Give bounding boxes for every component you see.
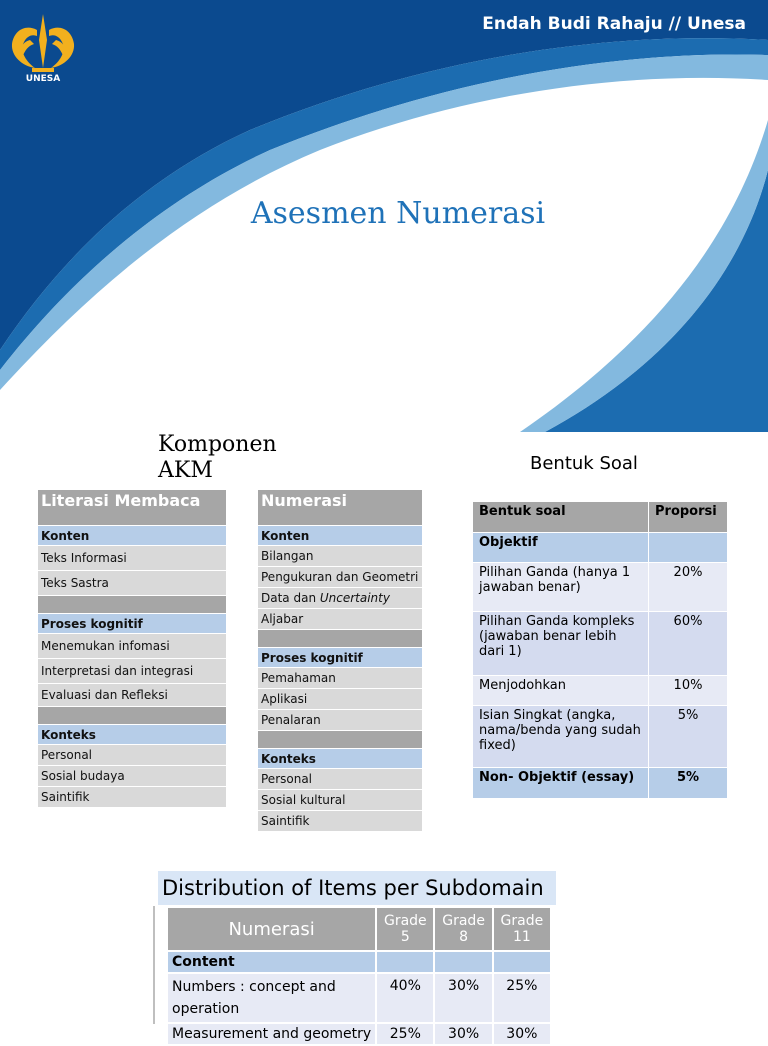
slide-title: Asesmen Numerasi	[250, 196, 546, 231]
numerasi-konten-text: Data dan	[261, 591, 320, 605]
komponen-heading	[158, 432, 277, 484]
literasi-konteks-label: Konteks	[38, 725, 226, 745]
distribution-empty-cell	[376, 951, 434, 973]
numerasi-konten-item: Pengukuran dan Geometri	[258, 567, 422, 588]
literasi-divider	[38, 596, 226, 614]
objektif-label: Objektif	[473, 533, 649, 563]
non-objektif-label: Non- Objektif (essay)	[473, 768, 649, 799]
literasi-divider	[38, 707, 226, 725]
literasi-konten-item: Teks Sastra	[38, 571, 226, 596]
distribution-row-label: Numbers : concept and operation	[167, 973, 376, 1023]
literasi-konteks-item: Personal	[38, 745, 226, 766]
bentuk-row-label: Pilihan Ganda kompleks (jawaban benar lebih dari 1)	[473, 612, 649, 676]
proporsi-col-header: Proporsi	[649, 502, 728, 533]
distribution-row-value: 25%	[376, 1023, 434, 1045]
numerasi-konten-italic: Uncertainty	[319, 591, 390, 605]
numerasi-header: Numerasi	[258, 490, 422, 526]
distribution-col-header: Numerasi	[167, 907, 376, 951]
distribution-empty-cell	[434, 951, 492, 973]
literasi-table	[38, 490, 226, 808]
numerasi-proses-item: Aplikasi	[258, 689, 422, 710]
numerasi-divider	[258, 630, 422, 648]
literasi-konten-label: Konten	[38, 526, 226, 546]
distribution-divider-line	[153, 906, 155, 1024]
objektif-empty-cell	[649, 533, 728, 563]
numerasi-divider	[258, 731, 422, 749]
literasi-konteks-item: Sosial budaya	[38, 766, 226, 787]
bentuk-row-label: Menjodohkan	[473, 676, 649, 706]
numerasi-konten-label: Konten	[258, 526, 422, 546]
bentuk-row-value: 20%	[649, 563, 728, 612]
distribution-section-label: Content	[167, 951, 376, 973]
distribution-row-value: 30%	[434, 1023, 492, 1045]
non-objektif-value: 5%	[649, 768, 728, 799]
distribution-row-value: 30%	[434, 973, 492, 1023]
distribution-col-header: Grade 8	[434, 907, 492, 951]
literasi-konten-item: Teks Informasi	[38, 546, 226, 571]
distribution-row-value: 30%	[493, 1023, 551, 1045]
bentuk-row-value: 60%	[649, 612, 728, 676]
bentuk-row-label: Isian Singkat (angka, nama/benda yang sudah fixed)	[473, 706, 649, 768]
numerasi-konteks-item: Saintifik	[258, 811, 422, 832]
numerasi-proses-item: Pemahaman	[258, 668, 422, 689]
numerasi-konten-item: Aljabar	[258, 609, 422, 630]
bentuk-soal-table	[472, 501, 728, 799]
komponen-heading-line2: AKM	[158, 458, 213, 483]
bentuk-row-value: 10%	[649, 676, 728, 706]
komponen-heading-line1: Komponen	[158, 432, 277, 457]
literasi-proses-item: Evaluasi dan Refleksi	[38, 684, 226, 707]
numerasi-proses-item: Penalaran	[258, 710, 422, 731]
slide-banner	[0, 0, 768, 432]
literasi-header: Literasi Membaca	[38, 490, 226, 526]
numerasi-konteks-item: Sosial kultural	[258, 790, 422, 811]
numerasi-konteks-label: Konteks	[258, 749, 422, 769]
bentuk-soal-heading: Bentuk Soal	[530, 453, 638, 474]
numerasi-table	[258, 490, 422, 832]
distribution-col-header: Grade 5	[376, 907, 434, 951]
bentuk-row-value: 5%	[649, 706, 728, 768]
logo-text: UNESA	[25, 74, 61, 84]
numerasi-konten-item: Bilangan	[258, 546, 422, 567]
distribution-title: Distribution of Items per Subdomain	[158, 871, 556, 905]
distribution-empty-cell	[493, 951, 551, 973]
literasi-proses-item: Menemukan infomasi	[38, 634, 226, 659]
literasi-proses-label: Proses kognitif	[38, 614, 226, 634]
distribution-col-header: Grade 11	[493, 907, 551, 951]
distribution-row-value: 40%	[376, 973, 434, 1023]
distribution-row-label: Measurement and geometry	[167, 1023, 376, 1045]
bentuk-row-label: Pilihan Ganda (hanya 1 jawaban benar)	[473, 563, 649, 612]
literasi-proses-item: Interpretasi dan integrasi	[38, 659, 226, 684]
numerasi-konten-item	[258, 588, 422, 609]
distribution-table	[166, 906, 552, 1046]
numerasi-proses-label: Proses kognitif	[258, 648, 422, 668]
numerasi-konteks-item: Personal	[258, 769, 422, 790]
bentuk-col-header: Bentuk soal	[473, 502, 649, 533]
distribution-row-value: 25%	[493, 973, 551, 1023]
author-label: Endah Budi Rahaju // Unesa	[482, 14, 746, 34]
literasi-konteks-item: Saintifik	[38, 787, 226, 808]
